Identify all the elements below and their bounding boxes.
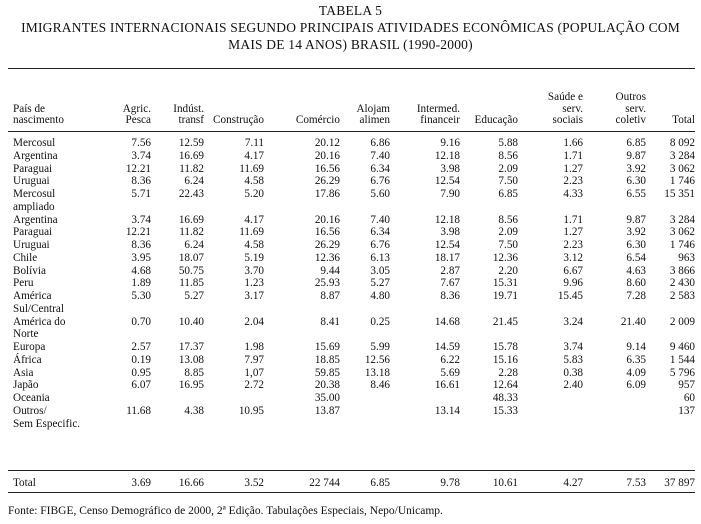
row-label: Sem Especific. bbox=[13, 417, 81, 430]
table-label: TABELA 5 bbox=[318, 3, 383, 18]
table-cell: 6.24 bbox=[184, 175, 204, 188]
table-cell: 3.92 bbox=[626, 162, 646, 175]
column-header: Pesca bbox=[125, 114, 151, 126]
table-cell: 2.20 bbox=[498, 264, 518, 277]
table-cell: 7.90 bbox=[440, 188, 460, 200]
table-cell: 2.28 bbox=[498, 366, 518, 379]
table-cell: 3.74 bbox=[131, 149, 151, 162]
table-cell: 6.30 bbox=[626, 239, 646, 251]
table-cell: 957 bbox=[678, 379, 695, 392]
row-label: Argentina bbox=[13, 213, 58, 226]
table-cell: 1.23 bbox=[244, 277, 264, 290]
column-header: Construção bbox=[213, 114, 264, 126]
table-cell: 12.36 bbox=[492, 251, 518, 264]
table-cell: 6.55 bbox=[626, 188, 646, 200]
table-cell: 6.22 bbox=[440, 353, 460, 366]
table-cell: 15.33 bbox=[492, 404, 518, 417]
table-cell: 16.56 bbox=[314, 226, 340, 239]
table-cell: 1.66 bbox=[563, 137, 583, 149]
table-cell: 5.88 bbox=[498, 137, 518, 149]
total-cell: 16.66 bbox=[178, 477, 204, 489]
table-cell: 2.72 bbox=[244, 379, 264, 392]
table-cell: 3.12 bbox=[563, 251, 583, 264]
table-cell: 1 544 bbox=[669, 353, 695, 366]
table-cell: 6.85 bbox=[626, 137, 646, 149]
table-cell: 7.97 bbox=[244, 353, 264, 366]
table-cell: 20.16 bbox=[314, 213, 340, 226]
column-header: alimen bbox=[359, 114, 390, 126]
top-rule bbox=[8, 68, 695, 69]
table-cell: 60 bbox=[683, 392, 695, 404]
table-cell: 8.36 bbox=[131, 239, 151, 251]
total-rule bbox=[8, 470, 695, 471]
source-note: Fonte: FIBGE, Censo Demográfico de 2000, 2ª Edição. Tabulações Especiais, Nepo/Unicamp. bbox=[8, 505, 443, 517]
table-cell: 2 583 bbox=[669, 290, 695, 302]
table-cell: 1.89 bbox=[131, 277, 151, 290]
table-cell: 17.37 bbox=[178, 341, 204, 353]
table-cell: 12.64 bbox=[492, 379, 518, 392]
table-cell: 3.74 bbox=[131, 213, 151, 226]
table-cell: 12.54 bbox=[434, 239, 460, 251]
row-label: Mercosul bbox=[13, 188, 56, 200]
table-cell: 16.95 bbox=[178, 379, 204, 392]
table-cell: 8.85 bbox=[184, 366, 204, 379]
table-cell: 0.95 bbox=[131, 366, 151, 379]
table-cell: 5 796 bbox=[669, 366, 695, 379]
column-header: País de bbox=[13, 102, 46, 115]
column-header: sociais bbox=[552, 114, 583, 126]
table-cell: 6.09 bbox=[626, 379, 646, 392]
table-cell: 11.82 bbox=[179, 226, 204, 239]
row-label: Japão bbox=[13, 379, 39, 392]
table-cell: 4.63 bbox=[626, 264, 646, 277]
total-cell: 9.78 bbox=[440, 477, 460, 489]
table-cell: 17.86 bbox=[314, 188, 340, 200]
table-cell: 4.38 bbox=[184, 404, 204, 417]
column-header: Saúde e bbox=[547, 91, 583, 103]
table-cell: 16.69 bbox=[178, 213, 204, 226]
table-cell: 9.14 bbox=[626, 341, 646, 353]
table-cell: 6.85 bbox=[498, 188, 518, 200]
table-cell: 9.87 bbox=[626, 149, 646, 162]
table-cell: 18.07 bbox=[178, 251, 204, 264]
row-label: Mercosul bbox=[13, 137, 56, 149]
table-cell: 9.16 bbox=[440, 137, 460, 149]
table-cell: 1.71 bbox=[563, 213, 583, 226]
table-cell: 7.28 bbox=[626, 290, 646, 302]
column-header: Alojam bbox=[356, 102, 390, 115]
table-cell: 4.17 bbox=[244, 149, 264, 162]
row-label: ampliado bbox=[13, 200, 55, 213]
table-cell: 12.36 bbox=[314, 251, 340, 264]
table-cell: 6.13 bbox=[370, 251, 390, 264]
table-cell: 3 062 bbox=[669, 162, 695, 175]
table-cell: 1 746 bbox=[669, 175, 695, 188]
table-cell: 59.85 bbox=[314, 366, 340, 379]
row-label: América do bbox=[13, 315, 66, 328]
table-cell: 4.33 bbox=[563, 188, 583, 200]
column-header: transf bbox=[178, 114, 204, 126]
column-header: Outros bbox=[615, 91, 646, 103]
table-cell: 1.27 bbox=[563, 162, 583, 175]
table-cell: 15.69 bbox=[314, 341, 340, 353]
table-cell: 15.45 bbox=[557, 290, 583, 302]
table-cell: 7.50 bbox=[498, 175, 518, 188]
table-cell: 2 009 bbox=[669, 315, 695, 328]
table-cell: 2 430 bbox=[669, 277, 695, 290]
row-label: Uruguai bbox=[13, 175, 50, 188]
table-cell: 3 284 bbox=[669, 213, 695, 226]
table-cell: 13.18 bbox=[364, 366, 390, 379]
total-cell: 3.52 bbox=[244, 477, 264, 489]
table-cell: 19.71 bbox=[492, 290, 518, 302]
table-cell: 9.87 bbox=[626, 213, 646, 226]
table-cell: 13.14 bbox=[434, 404, 460, 417]
table-cell: 8.87 bbox=[320, 290, 340, 302]
table-cell: 137 bbox=[678, 404, 695, 417]
row-label: Peru bbox=[13, 277, 34, 290]
table-cell: 11.82 bbox=[179, 162, 204, 175]
table-cell: 7.50 bbox=[498, 239, 518, 251]
table-cell: 3.74 bbox=[563, 341, 583, 353]
table-cell: 16.61 bbox=[434, 379, 460, 392]
header-rule bbox=[8, 131, 695, 132]
row-label: Paraguai bbox=[13, 226, 53, 239]
row-label: Oceania bbox=[13, 392, 50, 404]
row-label: Paraguai bbox=[13, 162, 53, 175]
row-label: Norte bbox=[13, 328, 39, 341]
table-cell: 3.24 bbox=[563, 315, 583, 328]
table-cell: 7.40 bbox=[370, 149, 390, 162]
table-cell: 12.59 bbox=[178, 137, 204, 149]
row-label: América bbox=[13, 290, 52, 302]
table-cell: 2.57 bbox=[131, 341, 151, 353]
table-cell: 48.33 bbox=[492, 392, 518, 404]
table-cell: 6.76 bbox=[370, 239, 390, 251]
table-cell: 12.54 bbox=[434, 175, 460, 188]
table-cell: 2.23 bbox=[563, 239, 583, 251]
table-cell: 12.56 bbox=[364, 353, 390, 366]
column-header: nascimento bbox=[13, 114, 64, 126]
table-cell: 6.24 bbox=[184, 239, 204, 251]
total-label: Total bbox=[13, 477, 36, 489]
column-header: Indúst. bbox=[173, 102, 204, 115]
row-label: Asia bbox=[13, 366, 34, 379]
table-cell: 8.60 bbox=[626, 277, 646, 290]
row-label: Argentina bbox=[13, 149, 58, 162]
table-cell: 15 351 bbox=[664, 188, 695, 200]
table-cell: 25.93 bbox=[314, 277, 340, 290]
table-cell: 4.58 bbox=[244, 239, 264, 251]
table-cell: 3 062 bbox=[669, 226, 695, 239]
table-cell: 6.34 bbox=[370, 226, 390, 239]
row-label: Outros/ bbox=[13, 404, 47, 417]
table-cell: 5.20 bbox=[244, 188, 264, 200]
row-label: Bolívia bbox=[13, 264, 46, 277]
table-cell: 5.30 bbox=[131, 290, 151, 302]
table-cell: 20.16 bbox=[314, 149, 340, 162]
table-cell: 9 460 bbox=[669, 341, 695, 353]
table-cell: 5.71 bbox=[131, 188, 151, 200]
table-cell: 13.87 bbox=[314, 404, 340, 417]
table-cell: 5.27 bbox=[184, 290, 204, 302]
table-cell: 1 746 bbox=[669, 239, 695, 251]
column-header: Total bbox=[672, 114, 695, 126]
table-cell: 18.17 bbox=[434, 251, 460, 264]
table-cell: 5.19 bbox=[244, 251, 264, 264]
table-cell: 1.71 bbox=[563, 149, 583, 162]
table-cell: 0.70 bbox=[131, 315, 151, 328]
table-cell: 4.58 bbox=[244, 175, 264, 188]
table-cell: 7.67 bbox=[440, 277, 460, 290]
column-header: coletiv bbox=[615, 114, 646, 126]
table-cell: 8.56 bbox=[498, 149, 518, 162]
table-cell: 16.69 bbox=[178, 149, 204, 162]
table-cell: 6.76 bbox=[370, 175, 390, 188]
table-cell: 22.43 bbox=[178, 188, 204, 200]
table-cell: 5.60 bbox=[370, 188, 390, 200]
total-cell: 6.85 bbox=[370, 477, 390, 489]
table-cell: 3.17 bbox=[244, 290, 264, 302]
table-cell: 12.18 bbox=[434, 213, 460, 226]
column-header: serv. bbox=[625, 102, 646, 115]
table-cell: 35.00 bbox=[314, 392, 340, 404]
table-cell: 3.95 bbox=[131, 251, 151, 264]
table-cell: 3.05 bbox=[370, 264, 390, 277]
table-cell: 4.09 bbox=[626, 366, 646, 379]
table-cell: 2.23 bbox=[563, 175, 583, 188]
table-cell: 6.54 bbox=[626, 251, 646, 264]
table-cell: 3.92 bbox=[626, 226, 646, 239]
table-cell: 6.30 bbox=[626, 175, 646, 188]
table-cell: 21.40 bbox=[620, 315, 646, 328]
column-header: Comércio bbox=[295, 114, 340, 126]
table-cell: 3 284 bbox=[669, 149, 695, 162]
table-cell: 14.59 bbox=[434, 341, 460, 353]
total-cell: 22 744 bbox=[309, 477, 340, 489]
table-cell: 1.98 bbox=[244, 341, 264, 353]
total-cell: 37 897 bbox=[664, 477, 695, 489]
table-cell: 8.41 bbox=[320, 315, 340, 328]
table-cell: 10.40 bbox=[178, 315, 204, 328]
table-cell: 26.29 bbox=[314, 239, 340, 251]
table-cell: 7.11 bbox=[244, 137, 264, 149]
table-cell: 12.21 bbox=[125, 162, 151, 175]
column-header: Educação bbox=[474, 114, 518, 126]
table-cell: 3.98 bbox=[440, 162, 460, 175]
bottom-rule bbox=[8, 492, 695, 493]
table-title-line-1: IMIGRANTES INTERNACIONAIS SEGUNDO PRINCIPAIS ATIVIDADES ECONÔMICAS (POPULAÇÃO COM bbox=[21, 20, 680, 35]
table-cell: 21.45 bbox=[492, 315, 518, 328]
table-cell: 15.78 bbox=[492, 341, 518, 353]
table-cell: 11.68 bbox=[126, 404, 151, 417]
total-cell: 4.27 bbox=[563, 477, 583, 489]
table-cell: 2.09 bbox=[498, 226, 518, 239]
table-cell: 2.09 bbox=[498, 162, 518, 175]
table-cell: 50.75 bbox=[178, 264, 204, 277]
column-header: financeir bbox=[420, 114, 460, 126]
total-cell: 3.69 bbox=[131, 477, 151, 489]
table-cell: 1.27 bbox=[563, 226, 583, 239]
table-cell: 12.21 bbox=[125, 226, 151, 239]
table-cell: 26.29 bbox=[314, 175, 340, 188]
table-cell: 3 866 bbox=[669, 264, 695, 277]
table-cell: 5.99 bbox=[370, 341, 390, 353]
table-cell: 10.95 bbox=[238, 404, 264, 417]
table-cell: 15.16 bbox=[492, 353, 518, 366]
row-label: Europa bbox=[13, 341, 46, 353]
table-cell: 14.68 bbox=[434, 315, 460, 328]
table-cell: 11.69 bbox=[239, 226, 264, 239]
table-cell: 18.85 bbox=[314, 353, 340, 366]
table-cell: 13.08 bbox=[178, 353, 204, 366]
table-cell: 7.40 bbox=[370, 213, 390, 226]
table-cell: 4.80 bbox=[370, 290, 390, 302]
table-cell: 9.44 bbox=[320, 264, 340, 277]
column-header: Agric. bbox=[122, 102, 151, 115]
column-header: Intermed. bbox=[416, 102, 460, 115]
table-cell: 3.98 bbox=[440, 226, 460, 239]
total-cell: 10.61 bbox=[492, 477, 518, 489]
table-cell: 11.85 bbox=[179, 277, 204, 290]
table-cell: 963 bbox=[678, 251, 695, 264]
table-cell: 8 092 bbox=[669, 137, 695, 149]
table-cell: 1,07 bbox=[244, 366, 264, 379]
table-cell: 11.69 bbox=[239, 162, 264, 175]
table-cell: 20.38 bbox=[314, 379, 340, 392]
table-cell: 16.56 bbox=[314, 162, 340, 175]
row-label: Chile bbox=[13, 251, 38, 264]
table-cell: 6.07 bbox=[131, 379, 151, 392]
table-cell: 12.18 bbox=[434, 149, 460, 162]
table-cell: 8.46 bbox=[370, 379, 390, 392]
table-cell: 5.69 bbox=[440, 366, 460, 379]
table-cell: 6.67 bbox=[563, 264, 583, 277]
table-title-line-2: MAIS DE 14 ANOS) BRASIL (1990-2000) bbox=[228, 37, 473, 52]
table-cell: 15.31 bbox=[492, 277, 518, 290]
table-cell: 0.19 bbox=[131, 353, 151, 366]
row-label: Uruguai bbox=[13, 239, 50, 251]
table-cell: 9.96 bbox=[563, 277, 583, 290]
table-cell: 0.38 bbox=[563, 366, 583, 379]
total-cell: 7.53 bbox=[626, 477, 646, 489]
table-cell: 0.25 bbox=[370, 315, 390, 328]
table-cell: 8.36 bbox=[131, 175, 151, 188]
table-cell: 20.12 bbox=[314, 137, 340, 149]
table-cell: 6.34 bbox=[370, 162, 390, 175]
column-header: serv. bbox=[562, 102, 583, 115]
row-label: Sul/Central bbox=[13, 302, 64, 315]
table-cell: 5.27 bbox=[370, 277, 390, 290]
table-cell: 4.17 bbox=[244, 213, 264, 226]
table-cell: 2.40 bbox=[563, 379, 583, 392]
table-cell: 6.86 bbox=[370, 137, 390, 149]
table-cell: 3.70 bbox=[244, 264, 264, 277]
table-cell: 7.56 bbox=[131, 137, 151, 149]
table-cell: 2.87 bbox=[440, 264, 460, 277]
table-cell: 4.68 bbox=[131, 264, 151, 277]
table-cell: 8.56 bbox=[498, 213, 518, 226]
table-cell: 6.35 bbox=[626, 353, 646, 366]
table-cell: 5.83 bbox=[563, 353, 583, 366]
row-label: África bbox=[13, 353, 42, 366]
table-cell: 8.36 bbox=[440, 290, 460, 302]
table-cell: 2.04 bbox=[244, 315, 264, 328]
